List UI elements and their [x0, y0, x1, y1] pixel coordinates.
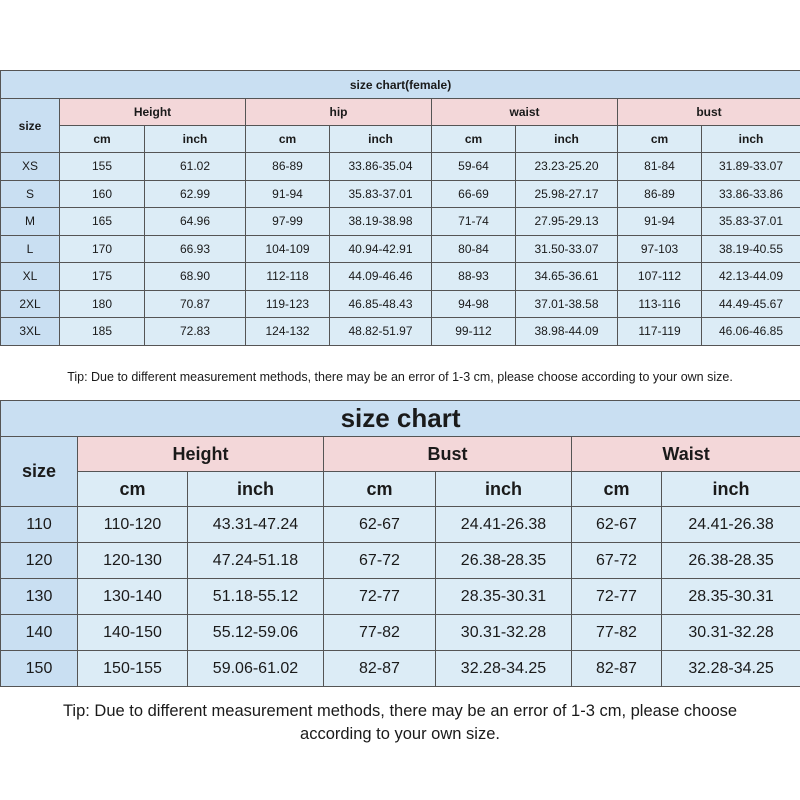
table-cell: 26.38-28.35	[436, 543, 572, 579]
table-cell: 170	[60, 235, 145, 263]
size-cell: L	[1, 235, 60, 263]
unit-header: inch	[330, 126, 432, 153]
unit-header: inch	[436, 472, 572, 507]
unit-header: cm	[78, 472, 188, 507]
table-cell: 28.35-30.31	[662, 579, 800, 615]
group-header-waist: waist	[432, 99, 618, 126]
size-cell: 130	[1, 579, 78, 615]
unit-header: inch	[145, 126, 246, 153]
female-chart-title: size chart(female)	[1, 71, 800, 99]
group-header-height: Height	[78, 437, 324, 472]
table-row	[1, 507, 800, 543]
table-cell: 91-94	[246, 180, 330, 208]
unit-header: inch	[702, 126, 800, 153]
table-cell: 66-69	[432, 180, 516, 208]
unit-header: cm	[324, 472, 436, 507]
table-cell: 113-116	[618, 290, 702, 318]
kids-tip-line: according to your own size.	[300, 725, 500, 743]
size-cell: 150	[1, 651, 78, 687]
table-cell: 72.83	[145, 318, 246, 346]
table-cell: 43.31-47.24	[188, 507, 324, 543]
table-row	[1, 180, 800, 208]
table-cell: 86-89	[246, 153, 330, 181]
table-cell: 150-155	[78, 651, 188, 687]
table-cell: 30.31-32.28	[662, 615, 800, 651]
table-cell: 37.01-38.58	[516, 290, 618, 318]
table-cell: 62-67	[572, 507, 662, 543]
kids-chart-title: size chart	[1, 401, 800, 437]
table-cell: 91-94	[618, 208, 702, 236]
table-row	[1, 543, 800, 579]
female-tip-text: Tip: Due to different measurement methods, there may be an error of 1-3 cm, please choose according to your own size.	[67, 370, 733, 384]
table-cell: 46.06-46.85	[702, 318, 800, 346]
table-row	[1, 579, 800, 615]
table-cell: 77-82	[572, 615, 662, 651]
table-cell: 82-87	[572, 651, 662, 687]
table-cell: 119-123	[246, 290, 330, 318]
table-cell: 175	[60, 263, 145, 291]
table-cell: 120-130	[78, 543, 188, 579]
table-cell: 40.94-42.91	[330, 235, 432, 263]
table-cell: 44.49-45.67	[702, 290, 800, 318]
table-cell: 26.38-28.35	[662, 543, 800, 579]
table-cell: 97-103	[618, 235, 702, 263]
table-cell: 34.65-36.61	[516, 263, 618, 291]
unit-header: cm	[618, 126, 702, 153]
table-cell: 72-77	[324, 579, 436, 615]
table-row	[1, 290, 800, 318]
table-cell: 88-93	[432, 263, 516, 291]
table-row	[1, 651, 800, 687]
table-cell: 71-74	[432, 208, 516, 236]
size-cell: M	[1, 208, 60, 236]
table-cell: 104-109	[246, 235, 330, 263]
table-cell: 32.28-34.25	[662, 651, 800, 687]
size-header: size	[1, 437, 78, 507]
kids-tip-text	[0, 698, 800, 746]
unit-header: cm	[572, 472, 662, 507]
group-header-hip: hip	[246, 99, 432, 126]
table-cell: 130-140	[78, 579, 188, 615]
table-cell: 38.98-44.09	[516, 318, 618, 346]
group-header-bust: Bust	[324, 437, 572, 472]
table-cell: 165	[60, 208, 145, 236]
table-cell: 25.98-27.17	[516, 180, 618, 208]
table-cell: 24.41-26.38	[436, 507, 572, 543]
table-cell: 110-120	[78, 507, 188, 543]
table-cell: 23.23-25.20	[516, 153, 618, 181]
table-cell: 30.31-32.28	[436, 615, 572, 651]
table-cell: 28.35-30.31	[436, 579, 572, 615]
table-row	[1, 235, 800, 263]
table-cell: 35.83-37.01	[702, 208, 800, 236]
table-cell: 44.09-46.46	[330, 263, 432, 291]
table-cell: 38.19-40.55	[702, 235, 800, 263]
table-cell: 140-150	[78, 615, 188, 651]
table-cell: 64.96	[145, 208, 246, 236]
size-cell: XS	[1, 153, 60, 181]
table-cell: 32.28-34.25	[436, 651, 572, 687]
table-cell: 55.12-59.06	[188, 615, 324, 651]
table-cell: 67-72	[572, 543, 662, 579]
unit-header: inch	[516, 126, 618, 153]
table-cell: 48.82-51.97	[330, 318, 432, 346]
table-row	[1, 318, 800, 346]
table-cell: 70.87	[145, 290, 246, 318]
table-cell: 180	[60, 290, 145, 318]
table-cell: 97-99	[246, 208, 330, 236]
table-cell: 59-64	[432, 153, 516, 181]
table-cell: 66.93	[145, 235, 246, 263]
kids-table-body	[1, 507, 800, 687]
table-cell: 47.24-51.18	[188, 543, 324, 579]
table-cell: 155	[60, 153, 145, 181]
table-cell: 61.02	[145, 153, 246, 181]
size-cell: 110	[1, 507, 78, 543]
table-cell: 94-98	[432, 290, 516, 318]
group-header-bust: bust	[618, 99, 800, 126]
table-cell: 112-118	[246, 263, 330, 291]
table-cell: 33.86-33.86	[702, 180, 800, 208]
table-row	[1, 263, 800, 291]
table-cell: 42.13-44.09	[702, 263, 800, 291]
table-cell: 80-84	[432, 235, 516, 263]
unit-header: cm	[432, 126, 516, 153]
table-cell: 77-82	[324, 615, 436, 651]
table-cell: 31.50-33.07	[516, 235, 618, 263]
table-cell: 59.06-61.02	[188, 651, 324, 687]
group-header-waist: Waist	[572, 437, 800, 472]
size-cell: XL	[1, 263, 60, 291]
group-header-height: Height	[60, 99, 246, 126]
table-cell: 68.90	[145, 263, 246, 291]
unit-header: inch	[662, 472, 800, 507]
table-cell: 31.89-33.07	[702, 153, 800, 181]
kids-size-chart-table	[0, 400, 800, 687]
table-cell: 81-84	[618, 153, 702, 181]
table-cell: 27.95-29.13	[516, 208, 618, 236]
size-header: size	[1, 99, 60, 153]
table-cell: 86-89	[618, 180, 702, 208]
table-cell: 62.99	[145, 180, 246, 208]
table-cell: 62-67	[324, 507, 436, 543]
table-cell: 46.85-48.43	[330, 290, 432, 318]
table-cell: 24.41-26.38	[662, 507, 800, 543]
unit-header: cm	[60, 126, 145, 153]
table-cell: 117-119	[618, 318, 702, 346]
table-row	[1, 615, 800, 651]
size-cell: 120	[1, 543, 78, 579]
size-cell: S	[1, 180, 60, 208]
table-cell: 67-72	[324, 543, 436, 579]
table-cell: 51.18-55.12	[188, 579, 324, 615]
table-row	[1, 208, 800, 236]
table-cell: 33.86-35.04	[330, 153, 432, 181]
table-cell: 38.19-38.98	[330, 208, 432, 236]
table-cell: 99-112	[432, 318, 516, 346]
table-row	[1, 153, 800, 181]
unit-header: cm	[246, 126, 330, 153]
table-cell: 124-132	[246, 318, 330, 346]
table-cell: 107-112	[618, 263, 702, 291]
female-table-body	[1, 153, 800, 346]
table-cell: 35.83-37.01	[330, 180, 432, 208]
size-cell: 140	[1, 615, 78, 651]
table-cell: 185	[60, 318, 145, 346]
unit-header: inch	[188, 472, 324, 507]
size-cell: 2XL	[1, 290, 60, 318]
table-cell: 72-77	[572, 579, 662, 615]
female-size-chart-table	[0, 70, 800, 346]
size-cell: 3XL	[1, 318, 60, 346]
table-cell: 82-87	[324, 651, 436, 687]
table-cell: 160	[60, 180, 145, 208]
kids-tip-line: Tip: Due to different measurement methods, there may be an error of 1-3 cm, please choose	[62, 702, 738, 720]
